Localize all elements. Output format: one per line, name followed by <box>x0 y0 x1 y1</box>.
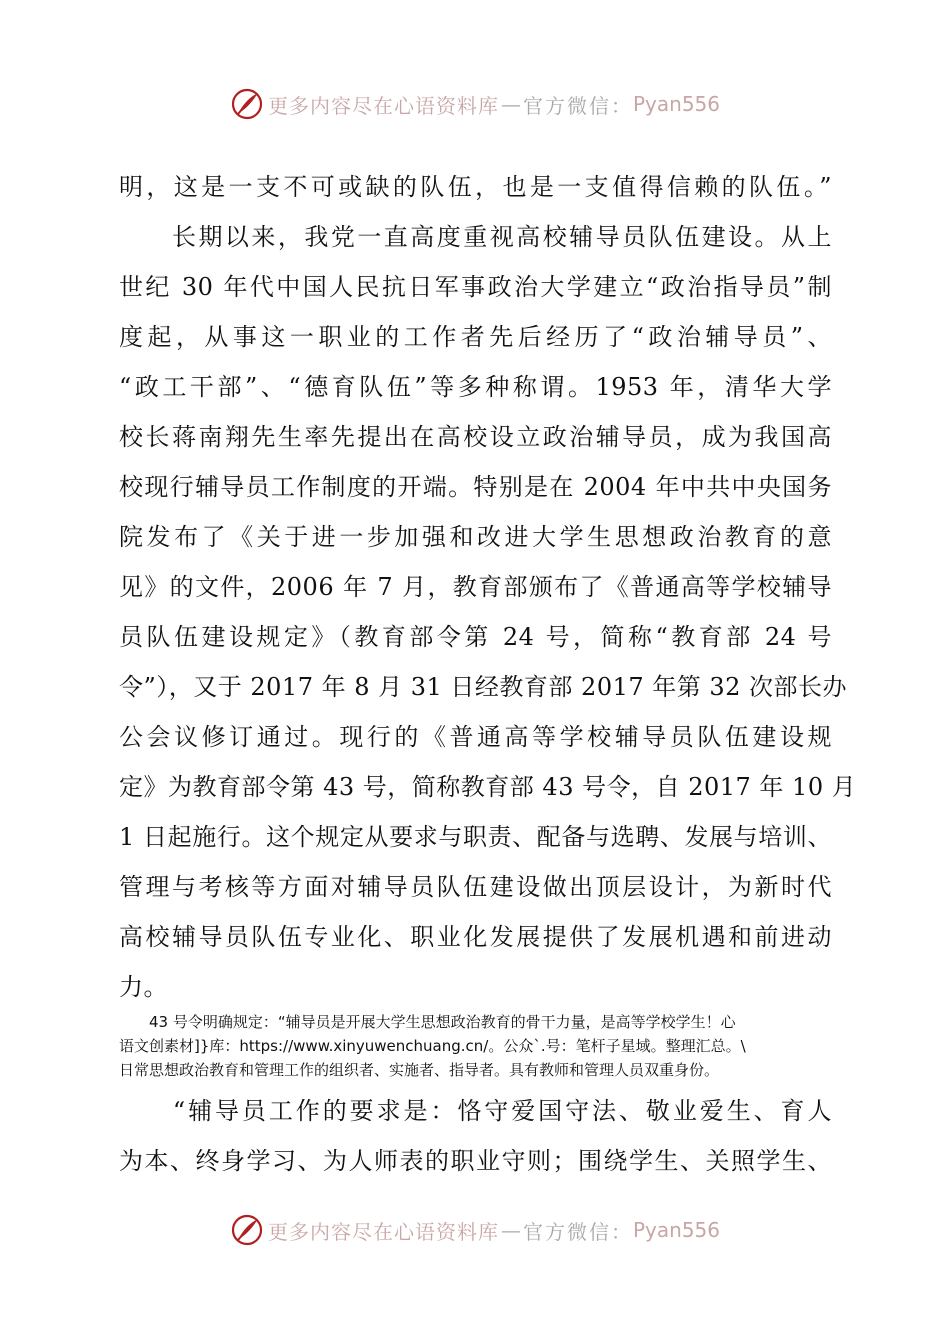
body-line: 管理与考核等方面对辅导员队伍建设做出顶层设计，为新时代 <box>119 873 832 901</box>
body-line: 1 日起施行。这个规定从要求与职责、配备与选聘、发展与培训、 <box>119 823 832 851</box>
body-line: “政工干部”、“德育队伍”等多种称谓。1953 年，清华大学 <box>119 373 832 401</box>
body-line: 明，这是一支不可或缺的队伍，也是一支值得信赖的队伍。” <box>119 173 832 201</box>
body-line: 校现行辅导员工作制度的开端。特别是在 2004 年中共中央国务 <box>119 473 832 501</box>
banner-text: 更多内容尽在心语资料库 <box>267 1219 499 1244</box>
note-line: 43 号令明确规定：“辅导员是开展大学生思想政治教育的骨干力量，是高等学校学生！心 <box>119 1013 736 1031</box>
body-line: 令”），又于 2017 年 8 月 31 日经教育部 2017 年第 32 次部长办 <box>119 673 848 701</box>
body-line: 院发布了《关于进一步加强和改进大学生思想政治教育的意 <box>119 523 832 551</box>
banner-wechat-id: Pyan556 <box>632 1218 720 1242</box>
body-line: 员队伍建设规定》（教育部令第 24 号，简称“教育部 24 号 <box>119 623 832 651</box>
banner-official: 官方微信： <box>522 93 633 118</box>
banner-dash: — <box>500 1218 521 1242</box>
banner-official: 官方微信： <box>522 1219 633 1244</box>
header-watermark <box>0 84 950 124</box>
body-line: 力。 <box>119 973 168 1001</box>
body-line: “辅导员工作的要求是：恪守爱国守法、敬业爱生、育人 <box>119 1097 832 1125</box>
body-line: 校长蒋南翔先生率先提出在高校设立政治辅导员，成为我国高 <box>119 423 832 451</box>
quill-logo-icon <box>230 87 264 121</box>
banner-text: 更多内容尽在心语资料库 <box>267 93 499 118</box>
body-line: 定》为教育部令第 43 号，简称教育部 43 号令，自 2017 年 10 月 <box>119 773 857 801</box>
body-line: 公会议修订通过。现行的《普通高等学校辅导员队伍建设规 <box>119 723 832 751</box>
banner-dash: — <box>500 92 521 116</box>
body-line: 度起，从事这一职业的工作者先后经历了“政治辅导员”、 <box>119 323 832 351</box>
body-line: 长期以来，我党一直高度重视高校辅导员队伍建设。从上 <box>119 223 832 251</box>
banner-wechat-id: Pyan556 <box>632 92 720 116</box>
body-line: 为本、终身学习、为人师表的职业守则；围绕学生、关照学生、 <box>119 1147 832 1175</box>
body-line: 高校辅导员队伍专业化、职业化发展提供了发展机遇和前进动 <box>119 923 832 951</box>
note-line: 日常思想政治教育和管理工作的组织者、实施者、指导者。具有教师和管理人员双重身份。 <box>119 1061 720 1079</box>
footer-watermark <box>0 1210 950 1250</box>
quill-logo-icon <box>230 1213 264 1247</box>
note-line: 语文创素材]}库：https://www.xinyuwenchuang.cn/。公众`.号：笔杆子星域。整理汇总。\ <box>119 1037 746 1055</box>
body-line: 见》的文件，2006 年 7 月，教育部颁布了《普通高等学校辅导 <box>119 573 832 601</box>
body-line: 世纪 30 年代中国人民抗日军事政治大学建立“政治指导员”制 <box>119 273 832 301</box>
